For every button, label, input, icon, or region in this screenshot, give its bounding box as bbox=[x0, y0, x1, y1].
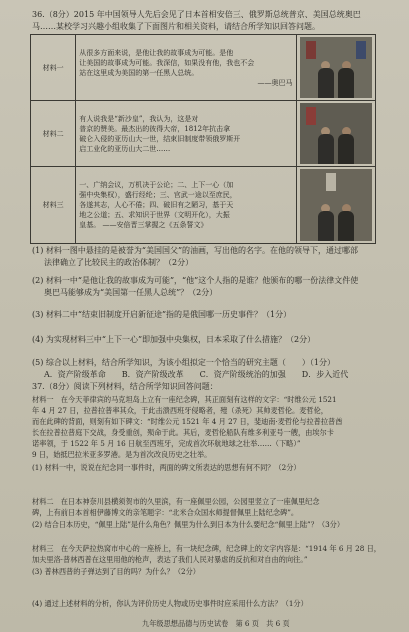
q37-material-line: 诺率领，于 1522 年 5 月 16 日航至西班牙，完成首次环航地球之壮举……（下略）” bbox=[32, 439, 301, 448]
q37-material-line: 年 4 月 27 日，拉普拉普率其众，于此击溃西班牙侵略者，殪（杀死）其帅麦哲伦。麦哲伦， bbox=[32, 406, 328, 415]
material-line: 站在这里成为美国的第一任黑人总统。 bbox=[79, 68, 199, 77]
q36-question: (5) 综合以上材料，结合所学知识，为该小组拟定一个恰当的研究主题（ ）（1分） bbox=[32, 358, 335, 367]
material-line: 各遂其志，人心不倦；四、破旧有之陋习，基于天 bbox=[79, 201, 234, 209]
q37-material-line: 加夫里洛·普林西普在这里用他的枪声，表达了我们人民对暴虐的反抗和对自由的向往。” bbox=[32, 555, 308, 564]
q36-stem-line1: 36.（8分）2015 年中国领导人先后会见了日本首相安倍三、俄罗斯总统普京、美国总统奥巴 bbox=[32, 10, 361, 19]
q36-question: (4) 为实现材料三中“上下一心”即加强中央集权，日本采取了什么措施？（2分） bbox=[32, 335, 316, 344]
material-text bbox=[76, 101, 296, 167]
photo-abe bbox=[296, 167, 375, 244]
q36-question: (1) 材料一图中悬挂的是被誉为“美国国父”的油画，写出他的名字。在他的领导下，通过哪部 bbox=[32, 246, 359, 255]
q36-options: A．资产阶级革命 B．资产阶级改革 C．资产阶级统治的加强 D．步入近代 bbox=[44, 370, 349, 379]
q36-stem-line2: 马……某校学习兴趣小组收集了下面图片和相关资料，请结合所学知识回答问题。 bbox=[32, 22, 320, 31]
q37-question: (2) 结合日本历史，“佩里上陆”是什么角色？佩里为什么到日本为什么要纪念“佩里上陆”？（3分） bbox=[32, 520, 345, 529]
photo-putin bbox=[296, 101, 375, 167]
material-line: 让美国的故事成为可能。我深信，如果没有他，我也不会 bbox=[79, 58, 255, 67]
q37-material-line: 9 日，始抵巴拉米亚多罗港。是为首次改良历史之壮举。 bbox=[32, 450, 212, 459]
q37-material-line: 长在拉普拉普庭下交战，身受重创，殒命于此。其后，麦哲伦船队有维多利亚号一艘，由埃尔卡 bbox=[32, 428, 334, 437]
material-label: 材料一 bbox=[31, 35, 76, 101]
q36-question: 法律确立了比较民主的政治体制？（2分） bbox=[44, 258, 194, 267]
material-line: 普京的赞美。最杰出的彼得大帝，1812年抗击拿 bbox=[79, 124, 231, 133]
material-label: 材料三 bbox=[31, 167, 76, 244]
material-line: 启工业化的亚历山大二世…… bbox=[79, 144, 171, 153]
material-line: 一、广纳会议，万机决于公论；二、上下一心（加 bbox=[79, 181, 234, 189]
material-line: 地之公道；五、求知识于世界（文明开化），大振 bbox=[79, 211, 230, 219]
q37-question: (3) 普林西普的子弹达到了目的吗？为什么？（2分） bbox=[32, 567, 200, 576]
q36-question: (3) 材料二中“结束旧制度开启新征途”指的是俄国哪一历史事件？（1分） bbox=[32, 310, 292, 319]
q37-material-line: 碑，上有前日本首相伊藤博文的亲笔题字：“北米合众国水师提督佩里上陆纪念碑”。 bbox=[32, 508, 299, 517]
q37-material-line: 材料一 在今天菲律宾的马克坦岛上立有一座纪念碑，其正面刻有这样的文字：“时维公元 1521 bbox=[32, 395, 337, 404]
material-text bbox=[76, 167, 296, 244]
q36-question: (2) 材料一中“是他让我的故事成为可能”，“他”这个人指的是谁？他颁布的哪一份法律文件使 bbox=[32, 276, 359, 285]
materials-table bbox=[30, 34, 376, 244]
material-line: 从很多方面来说，是他让我的故事成为可能。是他 bbox=[79, 48, 234, 57]
material-line: 破仑入侵的亚历山大一世，结束旧制度带领俄罗斯开 bbox=[79, 134, 241, 143]
q37-question: (4) 通过上述材料的分析，你认为评价历史人物或历史事件时应采用什么方法？（1分） bbox=[32, 599, 308, 608]
material-line: 强中央集权），盛行经纶；三、官武一途以至庶民， bbox=[79, 191, 237, 199]
material-text bbox=[76, 35, 296, 101]
material-line: 皇基。 ——安倍晋三掌握之《五条誓文》 bbox=[79, 221, 208, 229]
page-footer: 九年级思想品德与历史试卷 第 6 页 共 6 页 bbox=[142, 619, 290, 628]
material-line: ——奥巴马 bbox=[257, 78, 293, 87]
q37-question: (1) 材料一中，说说在纪念同一事件时，两面的碑文所表达的思想有何不同？（2分） bbox=[32, 463, 301, 472]
material-label: 材料二 bbox=[31, 101, 76, 167]
q37-material-line: 材料二 在日本神奈川县横须贺市的久里滨，有一座佩里公园，公园里竖立了一座佩里纪念 bbox=[32, 497, 320, 506]
material-line: 有人说我是“新沙皇”，我认为，这是对 bbox=[79, 114, 199, 123]
q37-material-line: 材料三 在今天萨拉热窝市中心的一座桥上，有一块纪念碑，纪念碑上的文字内容是：“1914 年 6 月 28 日， bbox=[32, 544, 381, 553]
q36-question: 奥巴马能够成为“美国第一任黑人总统”？（2分） bbox=[44, 288, 218, 297]
photo-obama bbox=[296, 35, 375, 101]
q37-material-line: 而在此碑的背面，则刻有如下碑文：“时维公元 1521 年 4 月 27 日，斐迪南·麦哲伦与拉普拉普酋 bbox=[32, 417, 343, 426]
q37-stem: 37.（8分）阅读下列材料，结合所学知识回答问题： bbox=[32, 382, 218, 391]
